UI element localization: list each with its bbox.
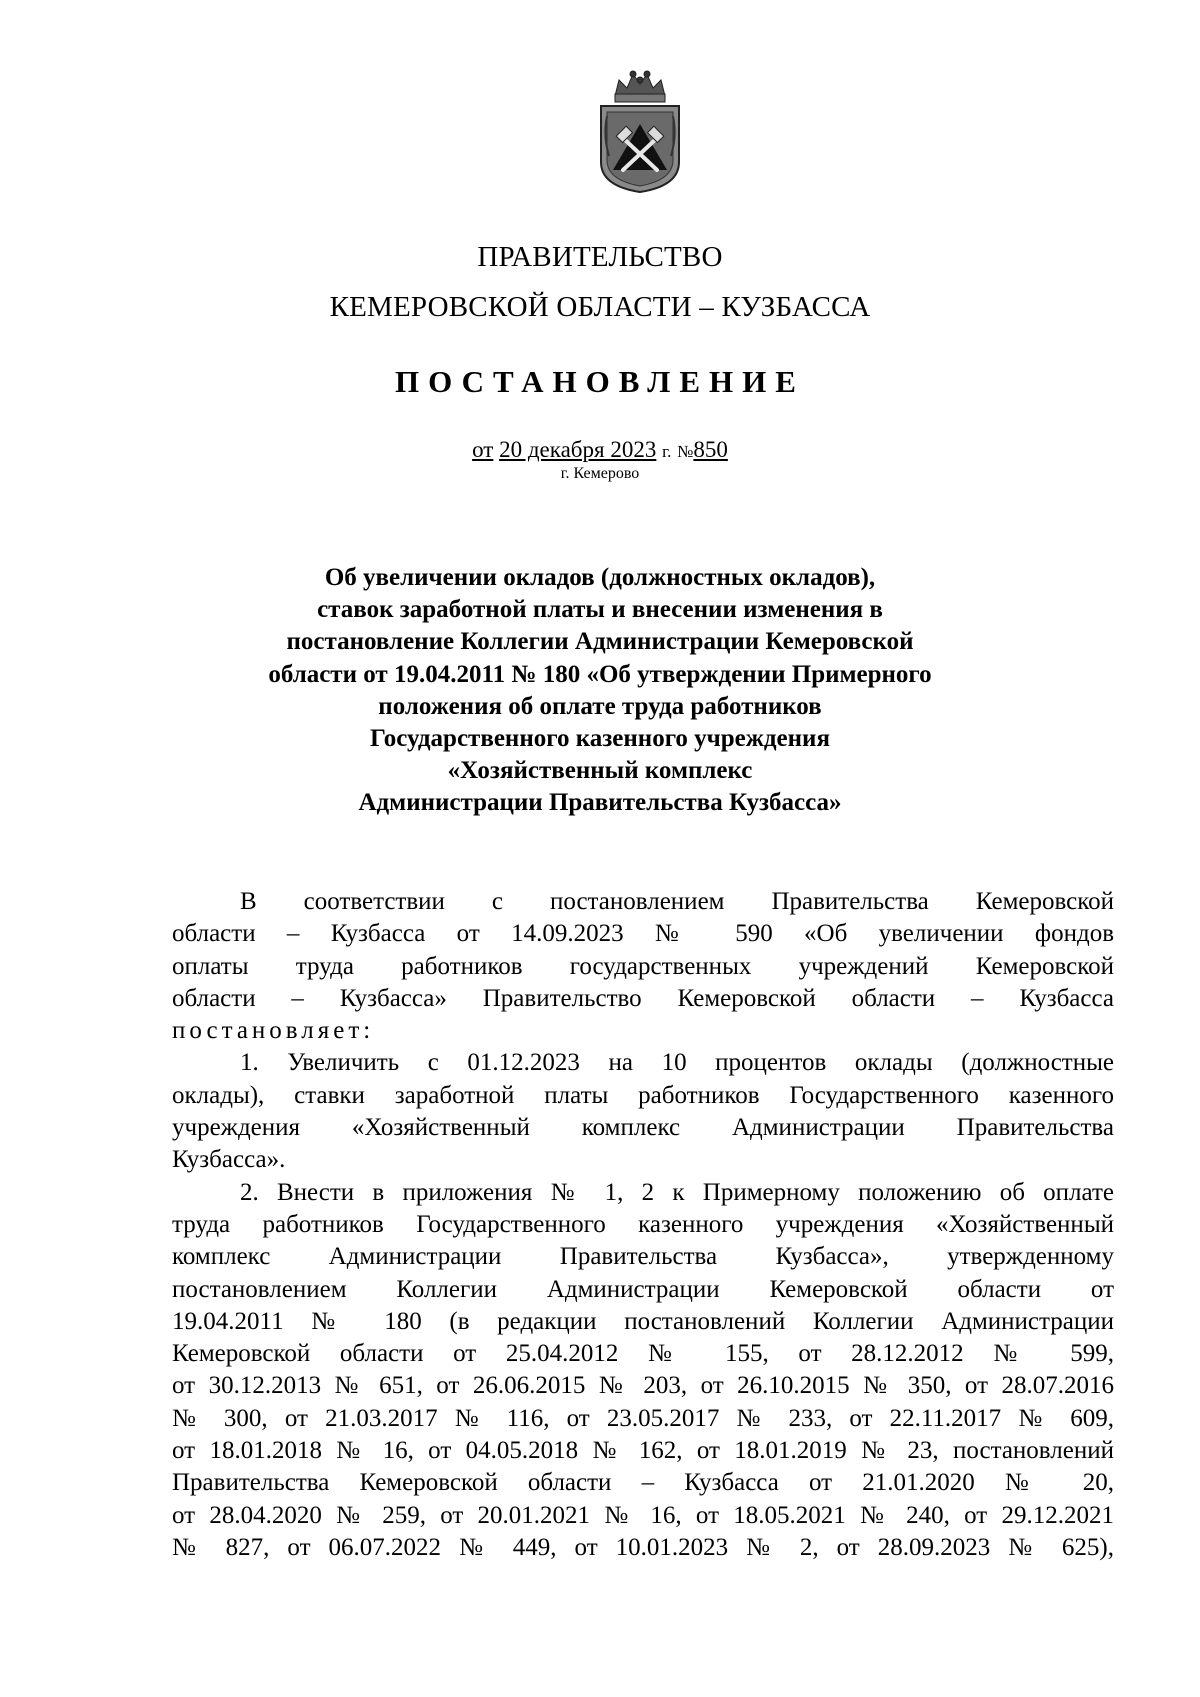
body-line: 2. Внести в приложения № 1, 2 к Примерному положению об оплате [240,1178,1114,1206]
government-name-line2: КЕМЕРОВСКОЙ ОБЛАСТИ – КУЗБАССА [329,291,871,323]
city-name: г. Кемерово [560,465,640,482]
document-body [172,886,1114,1564]
title-line: ставок заработной платы и внесении изменения в [317,596,883,624]
body-line: труда работников Государственного казенного учреждения «Хозяйственный [172,1210,1114,1238]
title-line: постановление Коллегии Администрации Кемеровской [286,628,914,656]
coat-of-arms-icon [593,66,687,194]
body-line: оплаты труда работников государственных учреждений Кемеровской [172,952,1114,980]
body-line-resolves: постановляет: [172,1017,375,1045]
body-line: постановлением Коллегии Администрации Кемеровской области от [172,1275,1114,1303]
body-line: Кемеровской области от 25.04.2012 № 155, от 28.12.2012 № 599, [172,1340,1114,1368]
body-line: Кузбасса». [172,1146,286,1174]
body-line: комплекс Администрации Правительства Кузбасса», утвержденному [172,1243,1114,1271]
body-line: от 28.04.2020 № 259, от 20.01.2021 № 16, от 18.05.2021 № 240, от 29.12.2021 [172,1501,1114,1529]
body-line: от 30.12.2013 № 651, от 26.06.2015 № 203, от 26.10.2015 № 350, от 28.07.2016 [172,1372,1114,1400]
title-line: Администрации Правительства Кузбасса» [358,789,842,817]
government-name-line1: ПРАВИТЕЛЬСТВО [477,241,723,273]
number-sign: № [677,442,694,461]
date-prefix: от [472,437,494,462]
document-type: ПОСТАНОВЛЕНИЕ [395,364,805,399]
body-line: от 18.01.2018 № 16, от 04.05.2018 № 162, от 18.01.2019 № 23, постановлений [172,1437,1114,1465]
date-value: 20 декабря 2023 [499,437,657,462]
body-line: № 827, от 06.07.2022 № 449, от 10.01.2023 № 2, от 28.09.2023 № 625), [172,1533,1114,1561]
body-line: В соответствии с постановлением Правительства Кемеровской [240,888,1114,915]
year-suffix: г. [662,442,672,461]
title-line: Государственного казенного учреждения [370,725,830,753]
body-line: Правительства Кемеровской области – Кузбасса от 21.01.2020 № 20, [172,1469,1114,1497]
document-date-number [0,436,1200,466]
body-line: № 300, от 21.03.2017 № 116, от 23.05.2017 № 233, от 22.11.2017 № 609, [172,1404,1114,1432]
body-line: 19.04.2011 № 180 (в редакции постановлений Коллегии Администрации [172,1307,1114,1335]
title-line: положения об оплате труда работников [378,692,822,720]
title-line: Об увеличении окладов (должностных окладов), [324,564,876,591]
document-title [220,562,980,820]
title-line: «Хозяйственный комплекс [447,757,753,785]
title-line: области от 19.04.2011 № 180 «Об утверждении Примерного [268,660,932,688]
body-line: оклады), ставки заработной платы работников Государственного казенного [172,1081,1114,1109]
body-line: учреждения «Хозяйственный комплекс Администрации Правительства [172,1114,1114,1142]
body-line: 1. Увеличить с 01.12.2023 на 10 процентов оклады (должностные [240,1049,1114,1077]
document-number: 850 [693,437,728,462]
body-line: области – Кузбасса от 14.09.2023 № 590 «Об увеличении фондов [172,920,1114,948]
body-line: области – Кузбасса» Правительство Кемеровской области – Кузбасса [172,984,1114,1012]
